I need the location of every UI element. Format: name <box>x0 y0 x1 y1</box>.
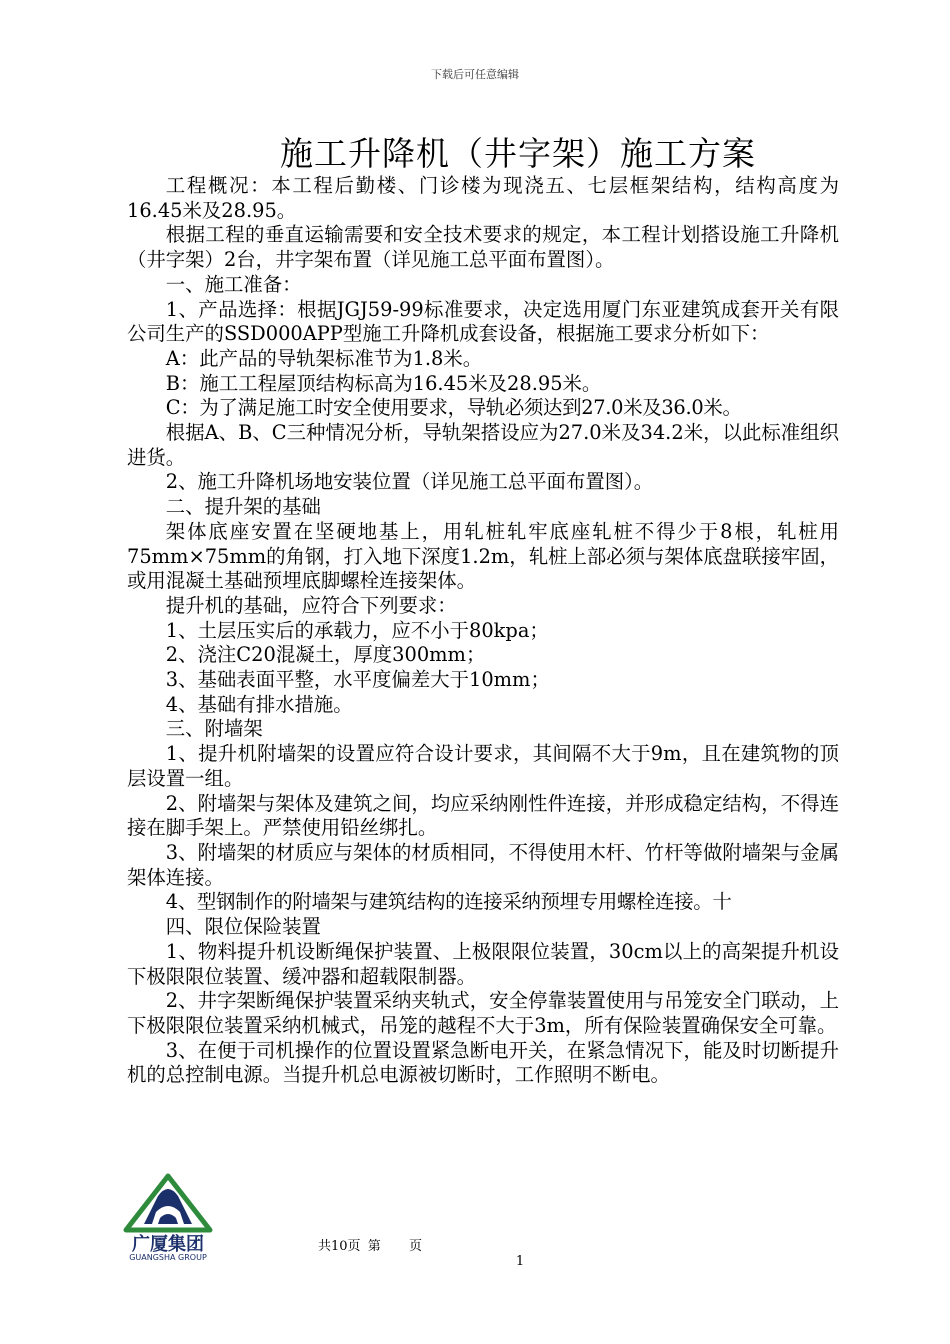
paragraph: 2、附墙架与架体及建筑之间，均应采纳刚性件连接，并形成稳定结构，不得连接在脚手架上。严禁使用铅丝绑扎。 <box>127 791 839 840</box>
paragraph: 1、物料提升机设断绳保护装置、上极限限位装置，30cm以上的高架提升机设下极限限位装置、缓冲器和超载限制器。 <box>127 939 839 988</box>
paragraph: 根据工程的垂直运输需要和安全技术要求的规定，本工程计划搭设施工升降机（井字架）2台，井字架布置（详见施工总平面布置图）。 <box>127 223 839 272</box>
paragraph: 1、提升机附墙架的设置应符合设计要求，其间隔不大于9m，且在建筑物的顶层设置一组。 <box>127 742 839 790</box>
paragraph: 2、施工升降机场地安装位置（详见施工总平面布置图）。 <box>165 470 654 494</box>
paragraph: 提升机的基础，应符合下列要求： <box>165 593 457 617</box>
page-label: 第 <box>367 1239 381 1254</box>
paragraph: 1、土层压实后的承载力，应不小于80kpa； <box>165 618 549 642</box>
paragraph: B：施工工程屋顶结构标高为16.45米及28.95米。 <box>165 371 602 395</box>
header-note: 下载后可任意编辑 <box>431 68 519 81</box>
paragraph: 架体底座安置在坚硬地基上，用轧桩轧牢底座轧桩不得少于8根，轧桩用75mm×75mm的角钢，打入地下深度1.2m，轧桩上部必须与架体底盘联接牢固，或用混凝土基础预埋底脚螺栓连接架体。 <box>127 519 839 593</box>
logo-subtitle: GUANGSHA GROUP <box>129 1253 207 1262</box>
paragraph: C：为了满足施工时安全使用要求，导轨必须达到27.0米及36.0米。 <box>165 396 742 420</box>
paragraph: 3、在便于司机操作的位置设置紧急断电开关，在紧急情况下，能及时切断提升机的总控制电源。当提升机总电源被切断时，工作照明不断电。 <box>127 1038 839 1087</box>
section-heading: 三、附墙架 <box>165 717 263 741</box>
paragraph: 3、附墙架的材质应与架体的材质相同，不得使用木杆、竹杆等做附墙架与金属架体连接。 <box>127 840 839 889</box>
total-pages: 共10页 <box>318 1239 361 1254</box>
paragraph: 2、井字架断绳保护装置采纳夹轨式，安全停靠装置使用与吊笼安全门联动，上下极限限位装置采纳机械式，吊笼的越程不大于3m，所有保险装置确保安全可靠。 <box>127 989 839 1037</box>
section-heading: 一、施工准备： <box>165 272 302 296</box>
page-title: 施工升降机（井字架）施工方案 <box>280 134 756 173</box>
paragraph: 4、基础有排水措施。 <box>165 692 353 716</box>
paragraph: 工程概况：本工程后勤楼、门诊楼为现浇五、七层框架结构，结构高度为16.45米及28.95。 <box>127 174 839 222</box>
page-number: 1 <box>515 1254 525 1269</box>
document-body <box>127 174 839 1088</box>
section-heading: 四、限位保险装置 <box>165 915 321 939</box>
logo-name: 广厦集团 <box>132 1234 204 1255</box>
paragraph: 4、型钢制作的附墙架与建筑结构的连接采纳预埋专用螺栓连接。十 <box>165 890 732 914</box>
paragraph: 2、浇注C20混凝土，厚度300mm； <box>165 643 486 667</box>
page-info <box>318 1235 425 1254</box>
paragraph: 根据A、B、C三种情况分析，导轨架搭设应为27.0米及34.2米，以此标准组织进货。 <box>127 421 839 469</box>
page-suffix: 页 <box>408 1239 422 1254</box>
paragraph: 1、产品选择：根据JGJ59-99标准要求，决定选用厦门东亚建筑成套开关有限公司生产的SSD000APP型施工升降机成套设备，根据施工要求分析如下： <box>127 297 839 346</box>
paragraph: 3、基础表面平整，水平度偏差大于10mm； <box>165 668 550 692</box>
paragraph: A：此产品的导轨架标准节为1.8米。 <box>165 346 483 370</box>
section-heading: 二、提升架的基础 <box>165 495 321 519</box>
